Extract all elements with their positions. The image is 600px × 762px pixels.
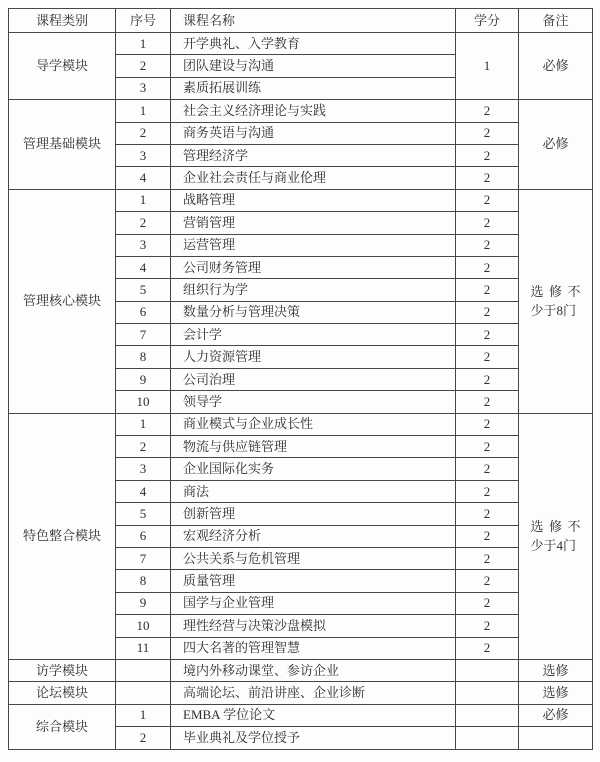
course-no: 2 [116,55,171,77]
course-name: 战略管理 [171,189,456,211]
course-no: 7 [116,324,171,346]
curriculum-page [0,8,600,750]
credit-cell: 2 [456,212,519,234]
credit-cell: 2 [456,436,519,458]
course-no: 6 [116,301,171,323]
course-no: 9 [116,592,171,614]
remark-cell [519,413,593,659]
course-name: 商务英语与沟通 [171,122,456,144]
credit-cell: 2 [456,301,519,323]
credit-cell: 2 [456,391,519,413]
course-name: 四大名著的管理智慧 [171,637,456,659]
credit-cell: 2 [456,279,519,301]
course-no: 8 [116,346,171,368]
credit-cell: 2 [456,615,519,637]
table-row [9,33,593,55]
table-row [9,189,593,211]
course-no: 4 [116,167,171,189]
curriculum-table [8,8,593,750]
category-cell: 管理基础模块 [9,100,116,190]
course-name: 公司财务管理 [171,256,456,278]
credit-cell: 2 [456,525,519,547]
credit-cell: 2 [456,368,519,390]
category-cell: 综合模块 [9,704,116,749]
course-name: 境内外移动课堂、参访企业 [171,659,456,681]
course-no: 1 [116,704,171,726]
remark-text: 选修不少于8门 [530,284,581,319]
course-name: 质量管理 [171,570,456,592]
credit-cell: 2 [456,570,519,592]
course-name: 领导学 [171,391,456,413]
table-row [9,682,593,704]
course-name: 物流与供应链管理 [171,436,456,458]
remark-cell [519,727,593,749]
course-name: 开学典礼、入学教育 [171,33,456,55]
credit-cell: 2 [456,480,519,502]
credit-cell: 2 [456,637,519,659]
remark-text: 选修不少于4门 [530,519,581,554]
credit-cell: 2 [456,413,519,435]
header-category: 课程类别 [9,9,116,33]
table-row [9,704,593,726]
credit-cell: 2 [456,458,519,480]
course-no [116,659,171,681]
credit-cell: 2 [456,346,519,368]
category-cell: 管理核心模块 [9,189,116,413]
header-no: 序号 [116,9,171,33]
course-name: 社会主义经济理论与实践 [171,100,456,122]
course-no: 4 [116,256,171,278]
course-no [116,682,171,704]
credit-cell: 2 [456,547,519,569]
table-row [9,659,593,681]
course-name: 理性经营与决策沙盘模拟 [171,615,456,637]
remark-cell: 选修 [519,659,593,681]
course-name: 国学与企业管理 [171,592,456,614]
course-name: 素质拓展训练 [171,77,456,99]
course-no: 1 [116,100,171,122]
course-no: 2 [116,727,171,749]
course-name: 公司治理 [171,368,456,390]
category-cell: 访学模块 [9,659,116,681]
table-row [9,100,593,122]
course-no: 4 [116,480,171,502]
header-remark: 备注 [519,9,593,33]
credit-cell: 2 [456,167,519,189]
category-cell: 论坛模块 [9,682,116,704]
course-no: 2 [116,436,171,458]
remark-cell: 必修 [519,100,593,190]
credit-cell: 2 [456,144,519,166]
header-row [9,9,593,33]
course-no: 3 [116,458,171,480]
course-no: 3 [116,144,171,166]
course-name: 商业模式与企业成长性 [171,413,456,435]
course-no: 5 [116,503,171,525]
course-name: 企业国际化实务 [171,458,456,480]
credit-cell: 2 [456,234,519,256]
course-no: 11 [116,637,171,659]
course-no: 1 [116,413,171,435]
course-no: 9 [116,368,171,390]
course-no: 3 [116,234,171,256]
category-cell: 导学模块 [9,33,116,100]
course-name: 会计学 [171,324,456,346]
credit-cell: 1 [456,33,519,100]
category-cell: 特色整合模块 [9,413,116,659]
course-no: 10 [116,391,171,413]
course-name: 营销管理 [171,212,456,234]
remark-cell: 选修 [519,682,593,704]
remark-cell: 必修 [519,704,593,726]
credit-cell [456,682,519,704]
course-name: 创新管理 [171,503,456,525]
course-name: 数量分析与管理决策 [171,301,456,323]
credit-cell [456,659,519,681]
credit-cell: 2 [456,592,519,614]
course-name: 高端论坛、前沿讲座、企业诊断 [171,682,456,704]
credit-cell: 2 [456,503,519,525]
credit-cell: 2 [456,256,519,278]
course-no: 8 [116,570,171,592]
course-name: 商法 [171,480,456,502]
remark-cell: 必修 [519,33,593,100]
course-name: 团队建设与沟通 [171,55,456,77]
course-no: 2 [116,212,171,234]
header-course-name: 课程名称 [171,9,456,33]
course-no: 6 [116,525,171,547]
course-name: 公共关系与危机管理 [171,547,456,569]
credit-cell [456,704,519,726]
course-no: 7 [116,547,171,569]
course-name: 运营管理 [171,234,456,256]
credit-cell: 2 [456,324,519,346]
course-name: 管理经济学 [171,144,456,166]
table-row [9,413,593,435]
course-name: 人力资源管理 [171,346,456,368]
course-no: 5 [116,279,171,301]
credit-cell: 2 [456,122,519,144]
course-no: 3 [116,77,171,99]
course-no: 1 [116,33,171,55]
course-no: 1 [116,189,171,211]
course-name: 组织行为学 [171,279,456,301]
course-name: 毕业典礼及学位授予 [171,727,456,749]
course-no: 10 [116,615,171,637]
course-name: 企业社会责任与商业伦理 [171,167,456,189]
course-name: 宏观经济分析 [171,525,456,547]
credit-cell: 2 [456,100,519,122]
credit-cell: 2 [456,189,519,211]
header-credit: 学分 [456,9,519,33]
course-name: EMBA 学位论文 [171,704,456,726]
credit-cell [456,727,519,749]
remark-cell [519,189,593,413]
course-no: 2 [116,122,171,144]
